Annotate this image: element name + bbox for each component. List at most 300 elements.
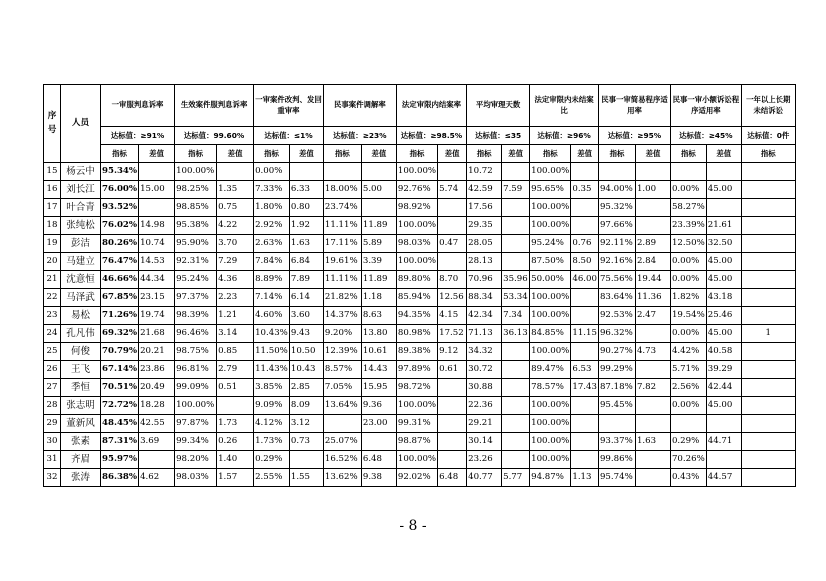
table-row <box>44 235 796 253</box>
table-cell <box>289 163 323 181</box>
table-cell: 29.21 <box>467 415 502 433</box>
table-cell: 6.84 <box>289 253 323 271</box>
table-row <box>44 181 796 199</box>
table-cell: 6.14 <box>289 289 323 307</box>
table-cell <box>741 307 795 325</box>
column-subheader: 指标 <box>467 145 502 163</box>
table-cell: 97.89% <box>396 361 437 379</box>
table-cell: 70.79% <box>101 343 139 361</box>
table-cell: 97.87% <box>175 415 217 433</box>
column-standard: 达标值：≥23% <box>323 127 396 145</box>
table-cell: 1.57 <box>217 469 254 487</box>
table-cell <box>598 163 635 181</box>
row-seq: 17 <box>44 199 61 217</box>
table-cell: 8.50 <box>571 253 599 271</box>
table-cell <box>741 469 795 487</box>
table-cell: 75.56% <box>598 271 635 289</box>
table-cell <box>635 217 670 235</box>
table-cell: 88.34 <box>467 289 502 307</box>
table-cell <box>571 397 599 415</box>
row-person-name: 张纯松 <box>61 217 101 235</box>
table-cell: 11.11% <box>323 217 361 235</box>
table-cell: 95.97% <box>101 451 139 469</box>
table-cell <box>502 235 530 253</box>
table-cell: 1.55 <box>289 469 323 487</box>
table-cell: 7.05% <box>323 379 361 397</box>
table-cell: 1.63 <box>635 433 670 451</box>
table-cell <box>438 415 467 433</box>
table-cell <box>706 451 741 469</box>
table-cell: 100.00% <box>396 217 437 235</box>
table-cell: 44.71 <box>706 433 741 451</box>
table-cell: 5.89 <box>361 235 396 253</box>
table-cell <box>635 415 670 433</box>
table-cell: 0.00% <box>670 181 706 199</box>
table-cell: 10.74 <box>139 235 175 253</box>
column-title: 民事案件调解率 <box>323 85 396 127</box>
table-row <box>44 451 796 469</box>
table-cell: 0.80 <box>289 199 323 217</box>
table-cell: 84.85% <box>530 325 571 343</box>
column-subheader: 指标 <box>741 145 795 163</box>
table-cell <box>635 469 670 487</box>
row-person-name: 张志明 <box>61 397 101 415</box>
table-cell: 17.11% <box>323 235 361 253</box>
table-cell: 5.77 <box>502 469 530 487</box>
table-cell: 0.47 <box>438 235 467 253</box>
column-standard: 达标值：0件 <box>741 127 795 145</box>
table-cell <box>502 361 530 379</box>
seq-header: 序号 <box>44 85 61 163</box>
table-cell <box>670 163 706 181</box>
table-cell: 94.87% <box>530 469 571 487</box>
column-standard: 达标值：≤1% <box>254 127 324 145</box>
table-cell: 2.84 <box>635 253 670 271</box>
table-cell: 7.33% <box>254 181 290 199</box>
table-cell: 36.13 <box>502 325 530 343</box>
table-cell: 70.26% <box>670 451 706 469</box>
table-cell: 0.43% <box>670 469 706 487</box>
table-row <box>44 199 796 217</box>
column-standard: 达标值：≥96% <box>530 127 599 145</box>
table-row <box>44 379 796 397</box>
table-cell <box>571 199 599 217</box>
row-seq: 16 <box>44 181 61 199</box>
row-person-name: 张素 <box>61 433 101 451</box>
column-subheader: 指标 <box>323 145 361 163</box>
table-cell: 92.11% <box>598 235 635 253</box>
table-cell <box>438 397 467 415</box>
table-cell: 0.76 <box>571 235 599 253</box>
table-cell: 23.00 <box>361 415 396 433</box>
table-cell: 9.20% <box>323 325 361 343</box>
table-row <box>44 307 796 325</box>
table-cell: 50.00% <box>530 271 571 289</box>
table-cell: 97.66% <box>598 217 635 235</box>
table-cell <box>361 163 396 181</box>
table-cell: 98.75% <box>175 343 217 361</box>
column-subheader: 差值 <box>706 145 741 163</box>
row-person-name: 季恒 <box>61 379 101 397</box>
table-cell: 17.56 <box>467 199 502 217</box>
table-cell: 30.72 <box>467 361 502 379</box>
table-cell <box>741 271 795 289</box>
table-cell <box>438 253 467 271</box>
column-title: 法定审限内结案率 <box>396 85 466 127</box>
table-cell: 10.72 <box>467 163 502 181</box>
table-cell <box>706 163 741 181</box>
table-cell: 28.05 <box>467 235 502 253</box>
column-subheader: 指标 <box>598 145 635 163</box>
table-cell: 7.29 <box>217 253 254 271</box>
header-row-standards <box>44 127 796 145</box>
table-cell <box>670 415 706 433</box>
table-cell: 98.03% <box>175 469 217 487</box>
row-person-name: 董新风 <box>61 415 101 433</box>
table-cell: 0.00% <box>670 325 706 343</box>
table-cell: 42.34 <box>467 307 502 325</box>
table-cell: 2.92% <box>254 217 290 235</box>
row-seq: 15 <box>44 163 61 181</box>
table-row <box>44 163 796 181</box>
table-cell: 19.54% <box>670 307 706 325</box>
table-cell: 100.00% <box>530 289 571 307</box>
column-subheader: 差值 <box>217 145 254 163</box>
table-cell: 21.61 <box>706 217 741 235</box>
table-cell <box>741 199 795 217</box>
table-cell: 16.52% <box>323 451 361 469</box>
table-cell: 100.00% <box>530 199 571 217</box>
table-cell: 23.39% <box>670 217 706 235</box>
table-cell: 0.35 <box>571 181 599 199</box>
table-cell: 18.28 <box>139 397 175 415</box>
table-cell <box>438 199 467 217</box>
table-cell <box>571 343 599 361</box>
table-cell: 98.25% <box>175 181 217 199</box>
column-title: 民事一审简易程序适用率 <box>598 85 670 127</box>
table-cell: 95.65% <box>530 181 571 199</box>
table-cell: 100.00% <box>396 253 437 271</box>
table-cell: 89.38% <box>396 343 437 361</box>
table-cell <box>438 217 467 235</box>
table-cell: 100.00% <box>175 163 217 181</box>
table-cell: 45.00 <box>706 397 741 415</box>
column-title: 民事一审小额诉讼程序适用率 <box>670 85 741 127</box>
table-cell <box>741 181 795 199</box>
table-cell: 19.74 <box>139 307 175 325</box>
table-cell: 1.00 <box>635 181 670 199</box>
table-cell: 92.76% <box>396 181 437 199</box>
table-cell <box>438 451 467 469</box>
column-subheader: 指标 <box>396 145 437 163</box>
table-cell <box>571 163 599 181</box>
table-cell: 25.46 <box>706 307 741 325</box>
table-cell: 95.45% <box>598 397 635 415</box>
table-cell <box>571 433 599 451</box>
table-row <box>44 217 796 235</box>
table-cell: 1.80% <box>254 199 290 217</box>
table-cell: 98.87% <box>396 433 437 451</box>
row-seq: 30 <box>44 433 61 451</box>
table-cell: 43.18 <box>706 289 741 307</box>
header-row-titles <box>44 85 796 127</box>
table-cell: 4.36 <box>217 271 254 289</box>
table-cell: 42.55 <box>139 415 175 433</box>
table-cell <box>217 163 254 181</box>
column-standard: 达标值：99.60% <box>175 127 254 145</box>
table-cell: 71.26% <box>101 307 139 325</box>
table-cell: 95.38% <box>175 217 217 235</box>
table-cell: 89.80% <box>396 271 437 289</box>
table-cell: 85.94% <box>396 289 437 307</box>
table-cell: 98.92% <box>396 199 437 217</box>
table-cell: 80.26% <box>101 235 139 253</box>
table-cell: 6.53 <box>571 361 599 379</box>
column-subheader: 指标 <box>530 145 571 163</box>
table-cell: 2.89 <box>635 235 670 253</box>
table-cell: 100.00% <box>175 397 217 415</box>
table-cell: 67.14% <box>101 361 139 379</box>
table-cell: 44.57 <box>706 469 741 487</box>
table-cell: 98.85% <box>175 199 217 217</box>
table-cell <box>571 415 599 433</box>
table-cell <box>635 451 670 469</box>
table-cell: 18.00% <box>323 181 361 199</box>
table-cell: 9.43 <box>289 325 323 343</box>
table-cell <box>502 343 530 361</box>
table-cell <box>323 415 361 433</box>
table-cell <box>361 199 396 217</box>
table-cell <box>438 379 467 397</box>
table-cell: 3.12 <box>289 415 323 433</box>
table-cell: 15.00 <box>139 181 175 199</box>
row-person-name: 沈意恒 <box>61 271 101 289</box>
table-cell: 78.57% <box>530 379 571 397</box>
table-cell: 0.29% <box>254 451 290 469</box>
table-cell <box>741 379 795 397</box>
table-cell <box>741 415 795 433</box>
table-cell <box>706 199 741 217</box>
table-cell <box>502 199 530 217</box>
table-cell: 35.96 <box>502 271 530 289</box>
table-cell: 14.37% <box>323 307 361 325</box>
table-cell: 2.63% <box>254 235 290 253</box>
table-cell: 98.03% <box>396 235 437 253</box>
table-cell: 2.47 <box>635 307 670 325</box>
table-cell: 95.24% <box>175 271 217 289</box>
table-cell: 7.89 <box>289 271 323 289</box>
table-cell: 6.48 <box>361 451 396 469</box>
table-cell: 71.13 <box>467 325 502 343</box>
table-cell: 10.43% <box>254 325 290 343</box>
table-cell: 20.21 <box>139 343 175 361</box>
table-cell: 17.43 <box>571 379 599 397</box>
table-cell: 98.39% <box>175 307 217 325</box>
table-cell: 0.00% <box>254 163 290 181</box>
row-seq: 31 <box>44 451 61 469</box>
table-cell: 7.14% <box>254 289 290 307</box>
table-cell: 4.42% <box>670 343 706 361</box>
table-cell: 70.51% <box>101 379 139 397</box>
table-cell <box>502 163 530 181</box>
table-cell <box>741 343 795 361</box>
table-cell: 99.86% <box>598 451 635 469</box>
table-cell: 100.00% <box>530 415 571 433</box>
table-cell: 100.00% <box>396 163 437 181</box>
table-cell: 7.59 <box>502 181 530 199</box>
row-seq: 21 <box>44 271 61 289</box>
table-cell: 93.37% <box>598 433 635 451</box>
row-person-name: 孔凡伟 <box>61 325 101 343</box>
table-cell: 3.85% <box>254 379 290 397</box>
column-standard: 达标值：≥95% <box>598 127 670 145</box>
table-cell: 2.23 <box>217 289 254 307</box>
table-row <box>44 415 796 433</box>
table-cell: 12.39% <box>323 343 361 361</box>
table-cell: 17.52 <box>438 325 467 343</box>
table-cell: 99.29% <box>598 361 635 379</box>
table-cell: 42.59 <box>467 181 502 199</box>
table-cell: 2.55% <box>254 469 290 487</box>
table-cell <box>502 379 530 397</box>
table-cell: 9.12 <box>438 343 467 361</box>
column-subheader: 差值 <box>635 145 670 163</box>
table-cell: 1.18 <box>361 289 396 307</box>
table-cell: 0.51 <box>217 379 254 397</box>
table-cell: 5.74 <box>438 181 467 199</box>
table-cell: 100.00% <box>530 451 571 469</box>
table-cell: 98.20% <box>175 451 217 469</box>
table-cell: 8.70 <box>438 271 467 289</box>
table-cell: 1.40 <box>217 451 254 469</box>
table-cell: 86.38% <box>101 469 139 487</box>
row-person-name: 叶合青 <box>61 199 101 217</box>
table-cell: 20.49 <box>139 379 175 397</box>
table-row <box>44 361 796 379</box>
table-cell: 11.89 <box>361 217 396 235</box>
table-cell: 80.98% <box>396 325 437 343</box>
table-cell <box>502 397 530 415</box>
table-cell: 1.73% <box>254 433 290 451</box>
table-cell: 4.60% <box>254 307 290 325</box>
table-cell: 83.64% <box>598 289 635 307</box>
table-cell: 12.50% <box>670 235 706 253</box>
row-seq: 29 <box>44 415 61 433</box>
column-subheader: 差值 <box>438 145 467 163</box>
table-cell: 100.00% <box>530 163 571 181</box>
table-cell: 29.35 <box>467 217 502 235</box>
table-cell: 4.73 <box>635 343 670 361</box>
table-cell: 76.02% <box>101 217 139 235</box>
table-cell: 1.92 <box>289 217 323 235</box>
table-cell: 14.43 <box>361 361 396 379</box>
table-cell: 1.21 <box>217 307 254 325</box>
table-cell: 6.33 <box>289 181 323 199</box>
table-cell: 7.84% <box>254 253 290 271</box>
table-cell: 1.82% <box>670 289 706 307</box>
table-cell <box>502 415 530 433</box>
column-title: 生效案件服判息诉率 <box>175 85 254 127</box>
table-cell: 34.32 <box>467 343 502 361</box>
row-seq: 28 <box>44 397 61 415</box>
table-cell <box>635 325 670 343</box>
table-cell: 9.38 <box>361 469 396 487</box>
table-cell: 8.63 <box>361 307 396 325</box>
column-title: 一审服判息诉率 <box>101 85 175 127</box>
row-person-name: 马泽武 <box>61 289 101 307</box>
table-cell: 1.63 <box>289 235 323 253</box>
table-cell: 9.09% <box>254 397 290 415</box>
column-standard: 达标值：≥91% <box>101 127 175 145</box>
row-person-name: 马建立 <box>61 253 101 271</box>
row-seq: 25 <box>44 343 61 361</box>
table-cell: 100.00% <box>530 343 571 361</box>
table-cell: 3.14 <box>217 325 254 343</box>
table-cell: 99.34% <box>175 433 217 451</box>
table-cell: 92.53% <box>598 307 635 325</box>
table-cell: 95.24% <box>530 235 571 253</box>
table-cell: 30.88 <box>467 379 502 397</box>
row-seq: 19 <box>44 235 61 253</box>
table-cell: 87.50% <box>530 253 571 271</box>
table-cell: 9.36 <box>361 397 396 415</box>
row-person-name: 易松 <box>61 307 101 325</box>
table-cell <box>635 199 670 217</box>
table-row <box>44 253 796 271</box>
table-cell: 32.50 <box>706 235 741 253</box>
column-subheader: 差值 <box>139 145 175 163</box>
table-cell: 89.47% <box>530 361 571 379</box>
table-cell: 23.74% <box>323 199 361 217</box>
table-cell: 95.32% <box>598 199 635 217</box>
table-cell: 23.26 <box>467 451 502 469</box>
table-row <box>44 325 796 343</box>
table-cell: 21.68 <box>139 325 175 343</box>
column-subheader: 差值 <box>289 145 323 163</box>
row-person-name: 彭洁 <box>61 235 101 253</box>
table-cell: 8.57% <box>323 361 361 379</box>
column-title: 平均审理天数 <box>467 85 530 127</box>
table-cell: 10.43 <box>289 361 323 379</box>
column-title: 法定审限内未结案比 <box>530 85 599 127</box>
table-cell: 11.89 <box>361 271 396 289</box>
table-cell: 100.00% <box>530 433 571 451</box>
table-cell <box>741 163 795 181</box>
header-row-subheads <box>44 145 796 163</box>
table-cell: 4.12% <box>254 415 290 433</box>
table-cell: 100.00% <box>396 451 437 469</box>
table-cell: 96.46% <box>175 325 217 343</box>
table-cell: 48.45% <box>101 415 139 433</box>
table-cell <box>741 289 795 307</box>
table-cell: 1.13 <box>571 469 599 487</box>
table-cell: 2.56% <box>670 379 706 397</box>
table-cell: 92.02% <box>396 469 437 487</box>
performance-table <box>43 84 796 487</box>
table-cell: 22.36 <box>467 397 502 415</box>
table-cell <box>571 217 599 235</box>
table-cell: 23.86 <box>139 361 175 379</box>
table-cell: 45.00 <box>706 271 741 289</box>
column-subheader: 差值 <box>502 145 530 163</box>
table-cell: 96.32% <box>598 325 635 343</box>
table-cell <box>741 217 795 235</box>
table-cell: 13.62% <box>323 469 361 487</box>
table-cell: 72.72% <box>101 397 139 415</box>
table-cell <box>706 415 741 433</box>
table-cell <box>635 163 670 181</box>
table-cell: 25.07% <box>323 433 361 451</box>
